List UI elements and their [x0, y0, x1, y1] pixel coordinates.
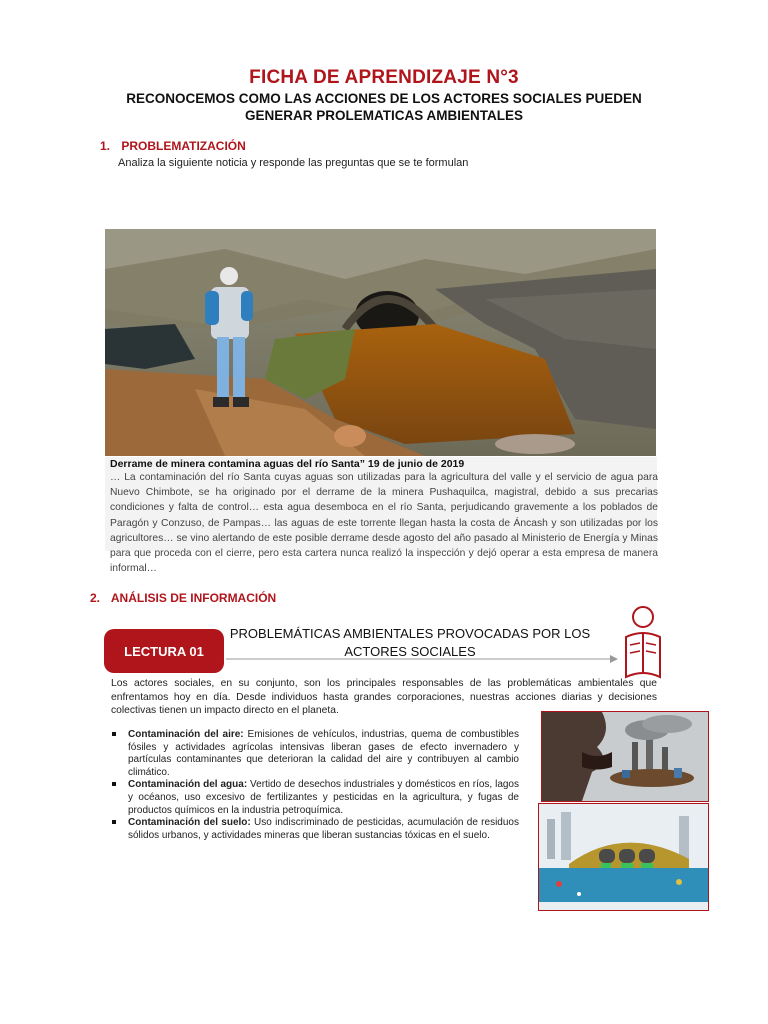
list-item-text: Uso indiscriminado de pesticidas, acumulación de residuos sólidos urbanos, y actividades mineras que liberan sustancias tóxicas en el suelo.	[128, 817, 519, 841]
list-item-soil	[111, 817, 519, 842]
section-1-number: 1.	[100, 139, 111, 153]
bullet-icon	[112, 782, 116, 786]
list-item-text: Vertido de desechos industriales y domésticos en ríos, lagos y océanos, uso excesivo de fertilizantes y pesticidas en la agricultura, y fugas de productos químicos en la industria petroquímica.	[128, 779, 519, 816]
list-item-water	[111, 779, 519, 817]
news-title: Derrame de minera contamina aguas del río Santa” 19 de junio de 2019	[110, 458, 465, 470]
list-item-air	[111, 729, 519, 779]
list-item-label: Contaminación del suelo:	[128, 817, 251, 829]
list-item-text: Emisiones de vehículos, industrias, quema de combustibles fósiles y actividades agrícolas intensivas liberan gases de efecto invernadero y partículas contaminantes que deterioran la calidad del aire y contribuyen al cambio climático.	[128, 729, 519, 778]
person-reading-book-icon	[618, 603, 668, 683]
arrow-line	[226, 654, 618, 664]
section-2-number: 2.	[90, 591, 101, 605]
section-2-heading	[90, 591, 276, 605]
mine-spill-photo	[105, 229, 656, 456]
news-body: … La contaminación del río Santa cuyas aguas son utilizadas para la agricultura del valle y el servicio de agua para Nuevo Chimbote, se ha originado por el derrame de la minera Pushaquilca, magistral, debido a sus precarias condiciones y falta de control… esta agua desemboca en el río Santa, perjudicando gravemente a los poblados de Paragón y Conzuso, de Pampas… las aguas de este torrente llegan hasta la costa de Áncash y son utilizadas por los agricultores… se vino alertando de este posible derrame desde agosto del año pasado al Ministerio de Energía y Minas para que proceda con el cierre, pero esta cartera nunca realizó la inspección y dejó operar a esta empresa de manera informal…	[110, 472, 658, 575]
pollution-list	[111, 729, 519, 842]
water-pollution-image	[538, 803, 709, 911]
lectura-title-line-2: ACTORES SOCIALES	[344, 644, 476, 659]
list-item-label: Contaminación del agua:	[128, 779, 248, 791]
bullet-icon	[112, 820, 116, 824]
lectura-badge: LECTURA 01	[104, 629, 224, 673]
lectura-title-line-1: PROBLEMÁTICAS AMBIENTALES PROVOCADAS POR LOS	[229, 626, 591, 641]
section-1-title: PROBLEMATIZACIÓN	[121, 139, 246, 153]
bullet-icon	[112, 732, 116, 736]
section-1-heading	[100, 139, 246, 153]
section-2-title: ANÁLISIS DE INFORMACIÓN	[110, 591, 277, 605]
page-title: FICHA DE APRENDIZAJE N°3	[249, 67, 519, 88]
page-subtitle	[120, 90, 648, 124]
section-1-instruction: Analiza la siguiente noticia y responde las preguntas que se te formulan	[118, 157, 469, 169]
list-item-label: Contaminación del aire:	[128, 729, 244, 740]
air-pollution-image	[541, 711, 709, 802]
subtitle-line-2: GENERAR PROLEMATICAS AMBIENTALES	[244, 108, 523, 123]
lectura-intro: Los actores sociales, en su conjunto, son los principales responsables de las problemáticas ambientales que enfrentamos hoy en día. Desde individuos hasta grandes corporaciones, nuestras acciones diarias y decisiones colectivas tienen un impacto directo en el planeta.	[111, 678, 657, 716]
subtitle-line-1: RECONOCEMOS COMO LAS ACCIONES DE LOS ACTORES SOCIALES PUEDEN	[126, 91, 642, 106]
